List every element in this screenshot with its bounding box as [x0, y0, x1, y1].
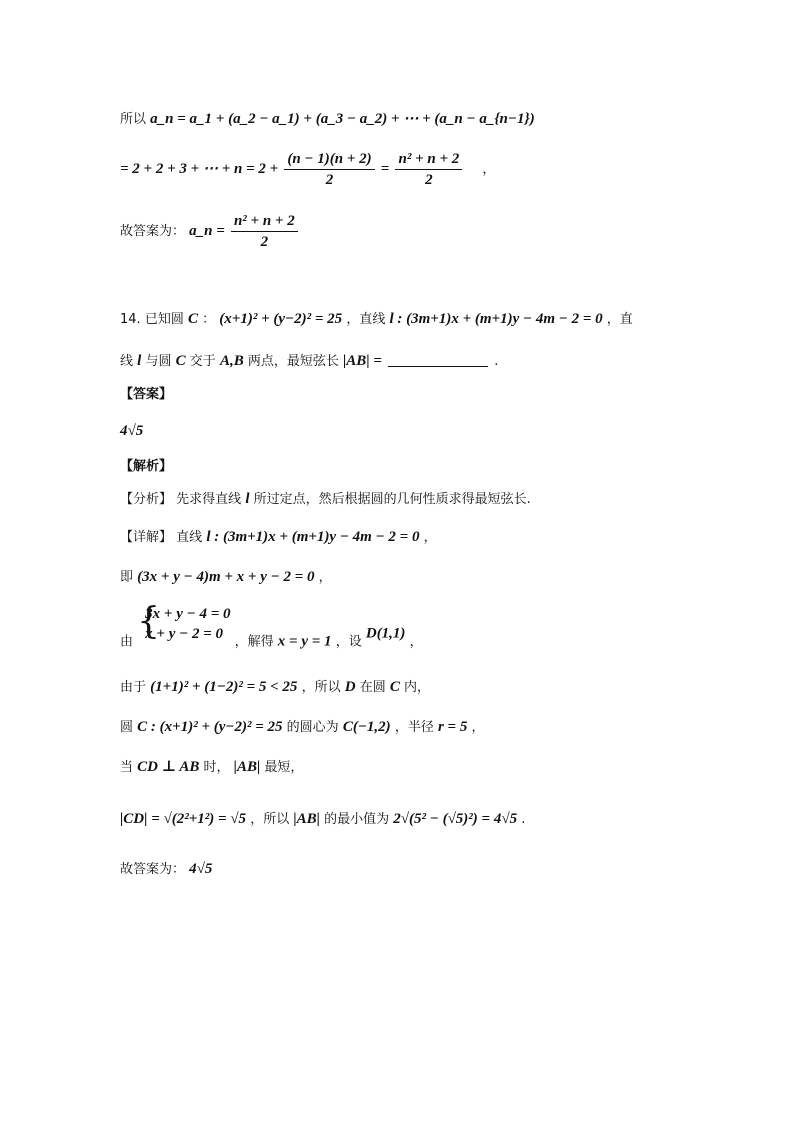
- math-expression: CD ⊥ AB: [137, 759, 200, 775]
- sum-line: [120, 110, 535, 129]
- math-symbol: l: [137, 353, 142, 369]
- question-14: [120, 310, 633, 329]
- equation-system: [137, 601, 231, 644]
- equation-row: 3x + y − 4 = 0: [145, 606, 231, 622]
- math-expression: a_n = a_1 + (a_2 − a_1) + (a_3 − a_2) + ⋯ + (a_n − a_{n−1}): [150, 111, 535, 127]
- analysis-header: 【解析】: [120, 459, 173, 474]
- math-expression: l : (3m+1)x + (m+1)y − 4m − 2 = 0: [389, 311, 603, 327]
- math-expression: |AB| =: [343, 353, 382, 369]
- text: 已知圆: [144, 312, 184, 327]
- text: ，: [482, 162, 496, 177]
- math-expression: D(1,1): [365, 625, 406, 642]
- math-expression: |AB|: [233, 759, 261, 775]
- math-expression: (1+1)² + (1−2)² = 5 < 25: [150, 679, 298, 695]
- text: 所过定点，然后根据圆的几何性质求得最短弦长.: [253, 492, 531, 507]
- text: 内，: [404, 680, 431, 695]
- math-symbol: A,B: [219, 353, 244, 369]
- step-7: [120, 810, 525, 829]
- text: 当: [120, 760, 134, 775]
- math-symbol: C: [175, 353, 186, 369]
- text: 【分析】: [120, 492, 173, 507]
- text: ，所以: [301, 680, 341, 695]
- text: 线: [120, 354, 134, 369]
- math-expression: 2√(5² − (√5)²) = 4√5: [393, 811, 518, 827]
- equation-row: x + y − 2 = 0: [145, 626, 223, 642]
- fraction: [395, 150, 462, 189]
- step-5: [120, 718, 485, 737]
- math-expression: (3x + y − 4)m + x + y − 2 = 0: [137, 569, 315, 585]
- question-14-cont: [120, 352, 498, 371]
- numerator: n² + n + 2: [231, 212, 298, 232]
- text: ，设: [335, 634, 362, 650]
- text: 在圆: [359, 680, 386, 695]
- text: 即: [120, 570, 134, 585]
- text: 由: [120, 634, 134, 650]
- text: 故答案为：: [120, 224, 186, 239]
- step-6: [120, 758, 303, 777]
- text: 时，: [203, 760, 230, 775]
- text: ，解得: [234, 634, 274, 650]
- text: 两点，最短弦长: [247, 354, 339, 369]
- question-number: 14.: [120, 312, 141, 327]
- detail-line: [120, 528, 437, 547]
- math-symbol: C: [389, 679, 400, 695]
- math-expression: (x+1)² + (y−2)² = 25: [219, 311, 343, 327]
- text: ，: [423, 530, 437, 545]
- numerator: n² + n + 2: [395, 150, 462, 170]
- math-expression: 4√5: [189, 861, 213, 877]
- math-symbol: C: [187, 311, 198, 327]
- final-answer: [120, 860, 212, 879]
- text: 与圆: [145, 354, 172, 369]
- math-expression: l : (3m+1)x + (m+1)y − 4m − 2 = 0: [206, 529, 420, 545]
- math-symbol: l: [245, 491, 250, 507]
- denominator: 2: [425, 172, 433, 188]
- answer-13: [120, 212, 300, 251]
- text: ，所以: [250, 812, 290, 827]
- text: 所以: [120, 112, 147, 127]
- math-symbol: D: [344, 679, 356, 695]
- analysis-line: [120, 490, 531, 509]
- text: 先求得直线: [176, 492, 242, 507]
- text: ，直线: [346, 312, 386, 327]
- sum-line-2: [120, 150, 495, 189]
- text: 故答案为：: [120, 862, 186, 877]
- math-expression: C : (x+1)² + (y−2)² = 25: [137, 719, 283, 735]
- text: ，: [318, 570, 332, 585]
- text: 交于: [189, 354, 216, 369]
- text: 【详解】: [120, 530, 173, 545]
- math-expression: |AB|: [293, 811, 320, 827]
- text: ，: [471, 720, 485, 735]
- text: ，半径: [394, 720, 434, 735]
- numerator: (n − 1)(n + 2): [284, 150, 374, 170]
- math-expression: = 2 + 2 + 3 + ⋯ + n = 2 +: [120, 161, 279, 177]
- text: 的最小值为: [324, 812, 390, 827]
- text: ：: [202, 312, 216, 327]
- text: 最短，: [264, 760, 304, 775]
- left-brace: {: [137, 601, 161, 642]
- text: .: [521, 812, 526, 827]
- text: 圆: [120, 720, 134, 735]
- text: 的圆心为: [286, 720, 339, 735]
- math-expression: x = y = 1: [277, 633, 332, 650]
- step-4: [120, 678, 430, 697]
- text: .: [494, 354, 499, 369]
- text: ，直: [606, 312, 633, 327]
- fraction: [231, 212, 298, 251]
- math-expression: |CD| = √(2²+1²) = √5: [120, 811, 247, 827]
- text: 直线: [176, 530, 203, 545]
- math-expression: a_n =: [189, 223, 225, 239]
- text: ，: [409, 634, 423, 650]
- equals: =: [380, 161, 390, 177]
- denominator: 2: [325, 172, 334, 188]
- step-2: [120, 568, 332, 587]
- text: 由于: [120, 680, 147, 695]
- fraction: [284, 150, 374, 189]
- math-expression: r = 5: [437, 719, 468, 735]
- answer-header: 【答案】: [120, 387, 173, 402]
- step-3: [120, 601, 423, 652]
- answer-blank: [388, 366, 488, 367]
- answer-value: 4√5: [120, 423, 144, 439]
- denominator: 2: [260, 234, 269, 250]
- math-expression: C(−1,2): [342, 719, 391, 735]
